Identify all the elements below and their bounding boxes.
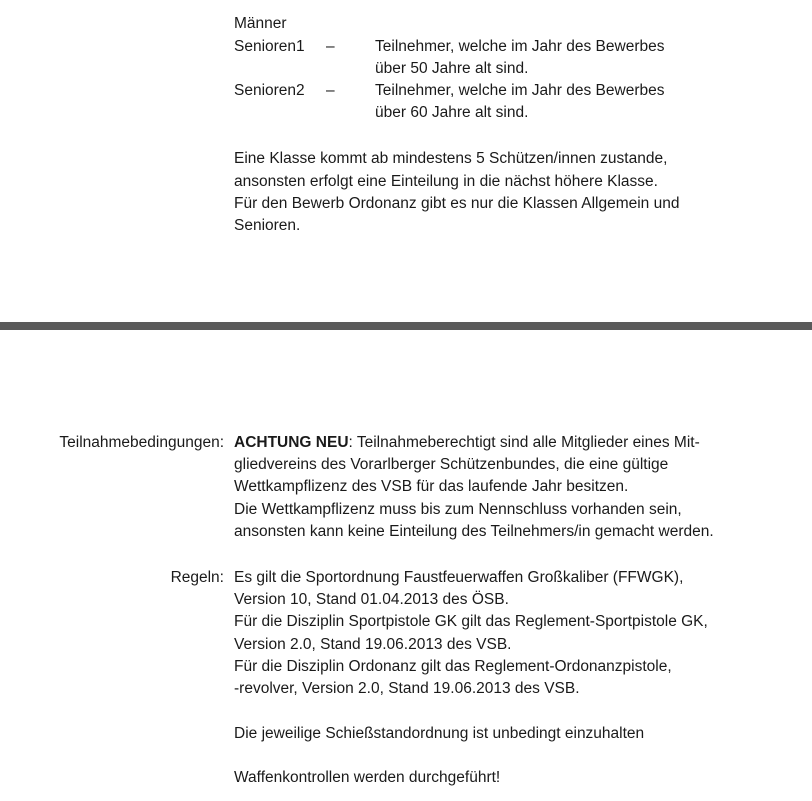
teilnahme-line4: Die Wettkampflizenz muss bis zum Nennschluss vorhanden sein,: [234, 501, 682, 518]
class-note-line3: Für den Bewerb Ordonanz gibt es nur die Klassen Allgemein und: [234, 195, 680, 212]
regeln-line3: Für die Disziplin Sportpistole GK gilt das Reglement-Sportpistole GK,: [234, 613, 708, 630]
regeln-line5: Für die Disziplin Ordonanz gilt das Reglement-Ordonanzpistole,: [234, 658, 672, 675]
teilnahme-line5: ansonsten kann keine Einteilung des Teilnehmers/in gemacht werden.: [234, 523, 714, 540]
class-name-senioren1: Senioren1: [234, 38, 305, 55]
teilnahme-line3: Wettkampflizenz des VSB für das laufende Jahr besitzen.: [234, 478, 629, 495]
class-note-line4: Senioren.: [234, 217, 301, 234]
teilnahme-line2: gliedvereins des Vorarlberger Schützenbundes, die eine gültige: [234, 456, 669, 473]
teilnahme-first-rest: : Teilnahmeberechtigt sind alle Mitglieder eines Mit-: [348, 434, 700, 451]
class-desc-1-line1: Teilnehmer, welche im Jahr des Bewerbes: [375, 38, 665, 55]
class-dash-2: –: [326, 82, 335, 99]
regeln-line4: Version 2.0, Stand 19.06.2013 des VSB.: [234, 636, 512, 653]
regeln-waffenkontrollen: Waffenkontrollen werden durchgeführt!: [234, 769, 501, 786]
class-desc-2-line1: Teilnehmer, welche im Jahr des Bewerbes: [375, 82, 665, 99]
class-note-line1: Eine Klasse kommt ab mindestens 5 Schützen/innen zustande,: [234, 150, 668, 167]
class-name-senioren2: Senioren2: [234, 82, 305, 99]
regeln-line1: Es gilt die Sportordnung Faustfeuerwaffen Großkaliber (FFWGK),: [234, 569, 684, 586]
class-note-line2: ansonsten erfolgt eine Einteilung in die nächst höhere Klasse.: [234, 173, 658, 190]
heading-maenner: Männer: [234, 15, 287, 32]
teilnahme-first-line: [234, 432, 700, 454]
label-teilnahmebedingungen: Teilnahmebedingungen:: [59, 434, 224, 451]
class-dash-1: –: [326, 38, 335, 55]
page-divider: [0, 322, 812, 330]
achtung-neu-text: ACHTUNG NEU: [234, 434, 349, 451]
regeln-line6: -revolver, Version 2.0, Stand 19.06.2013 des VSB.: [234, 680, 580, 697]
regeln-schiessstandordnung: Die jeweilige Schießstandordnung ist unbedingt einzuhalten: [234, 725, 645, 742]
regeln-line2: Version 10, Stand 01.04.2013 des ÖSB.: [234, 591, 509, 608]
label-regeln: Regeln:: [170, 569, 224, 586]
class-desc-2-line2: über 60 Jahre alt sind.: [375, 104, 529, 121]
class-desc-1-line2: über 50 Jahre alt sind.: [375, 60, 529, 77]
